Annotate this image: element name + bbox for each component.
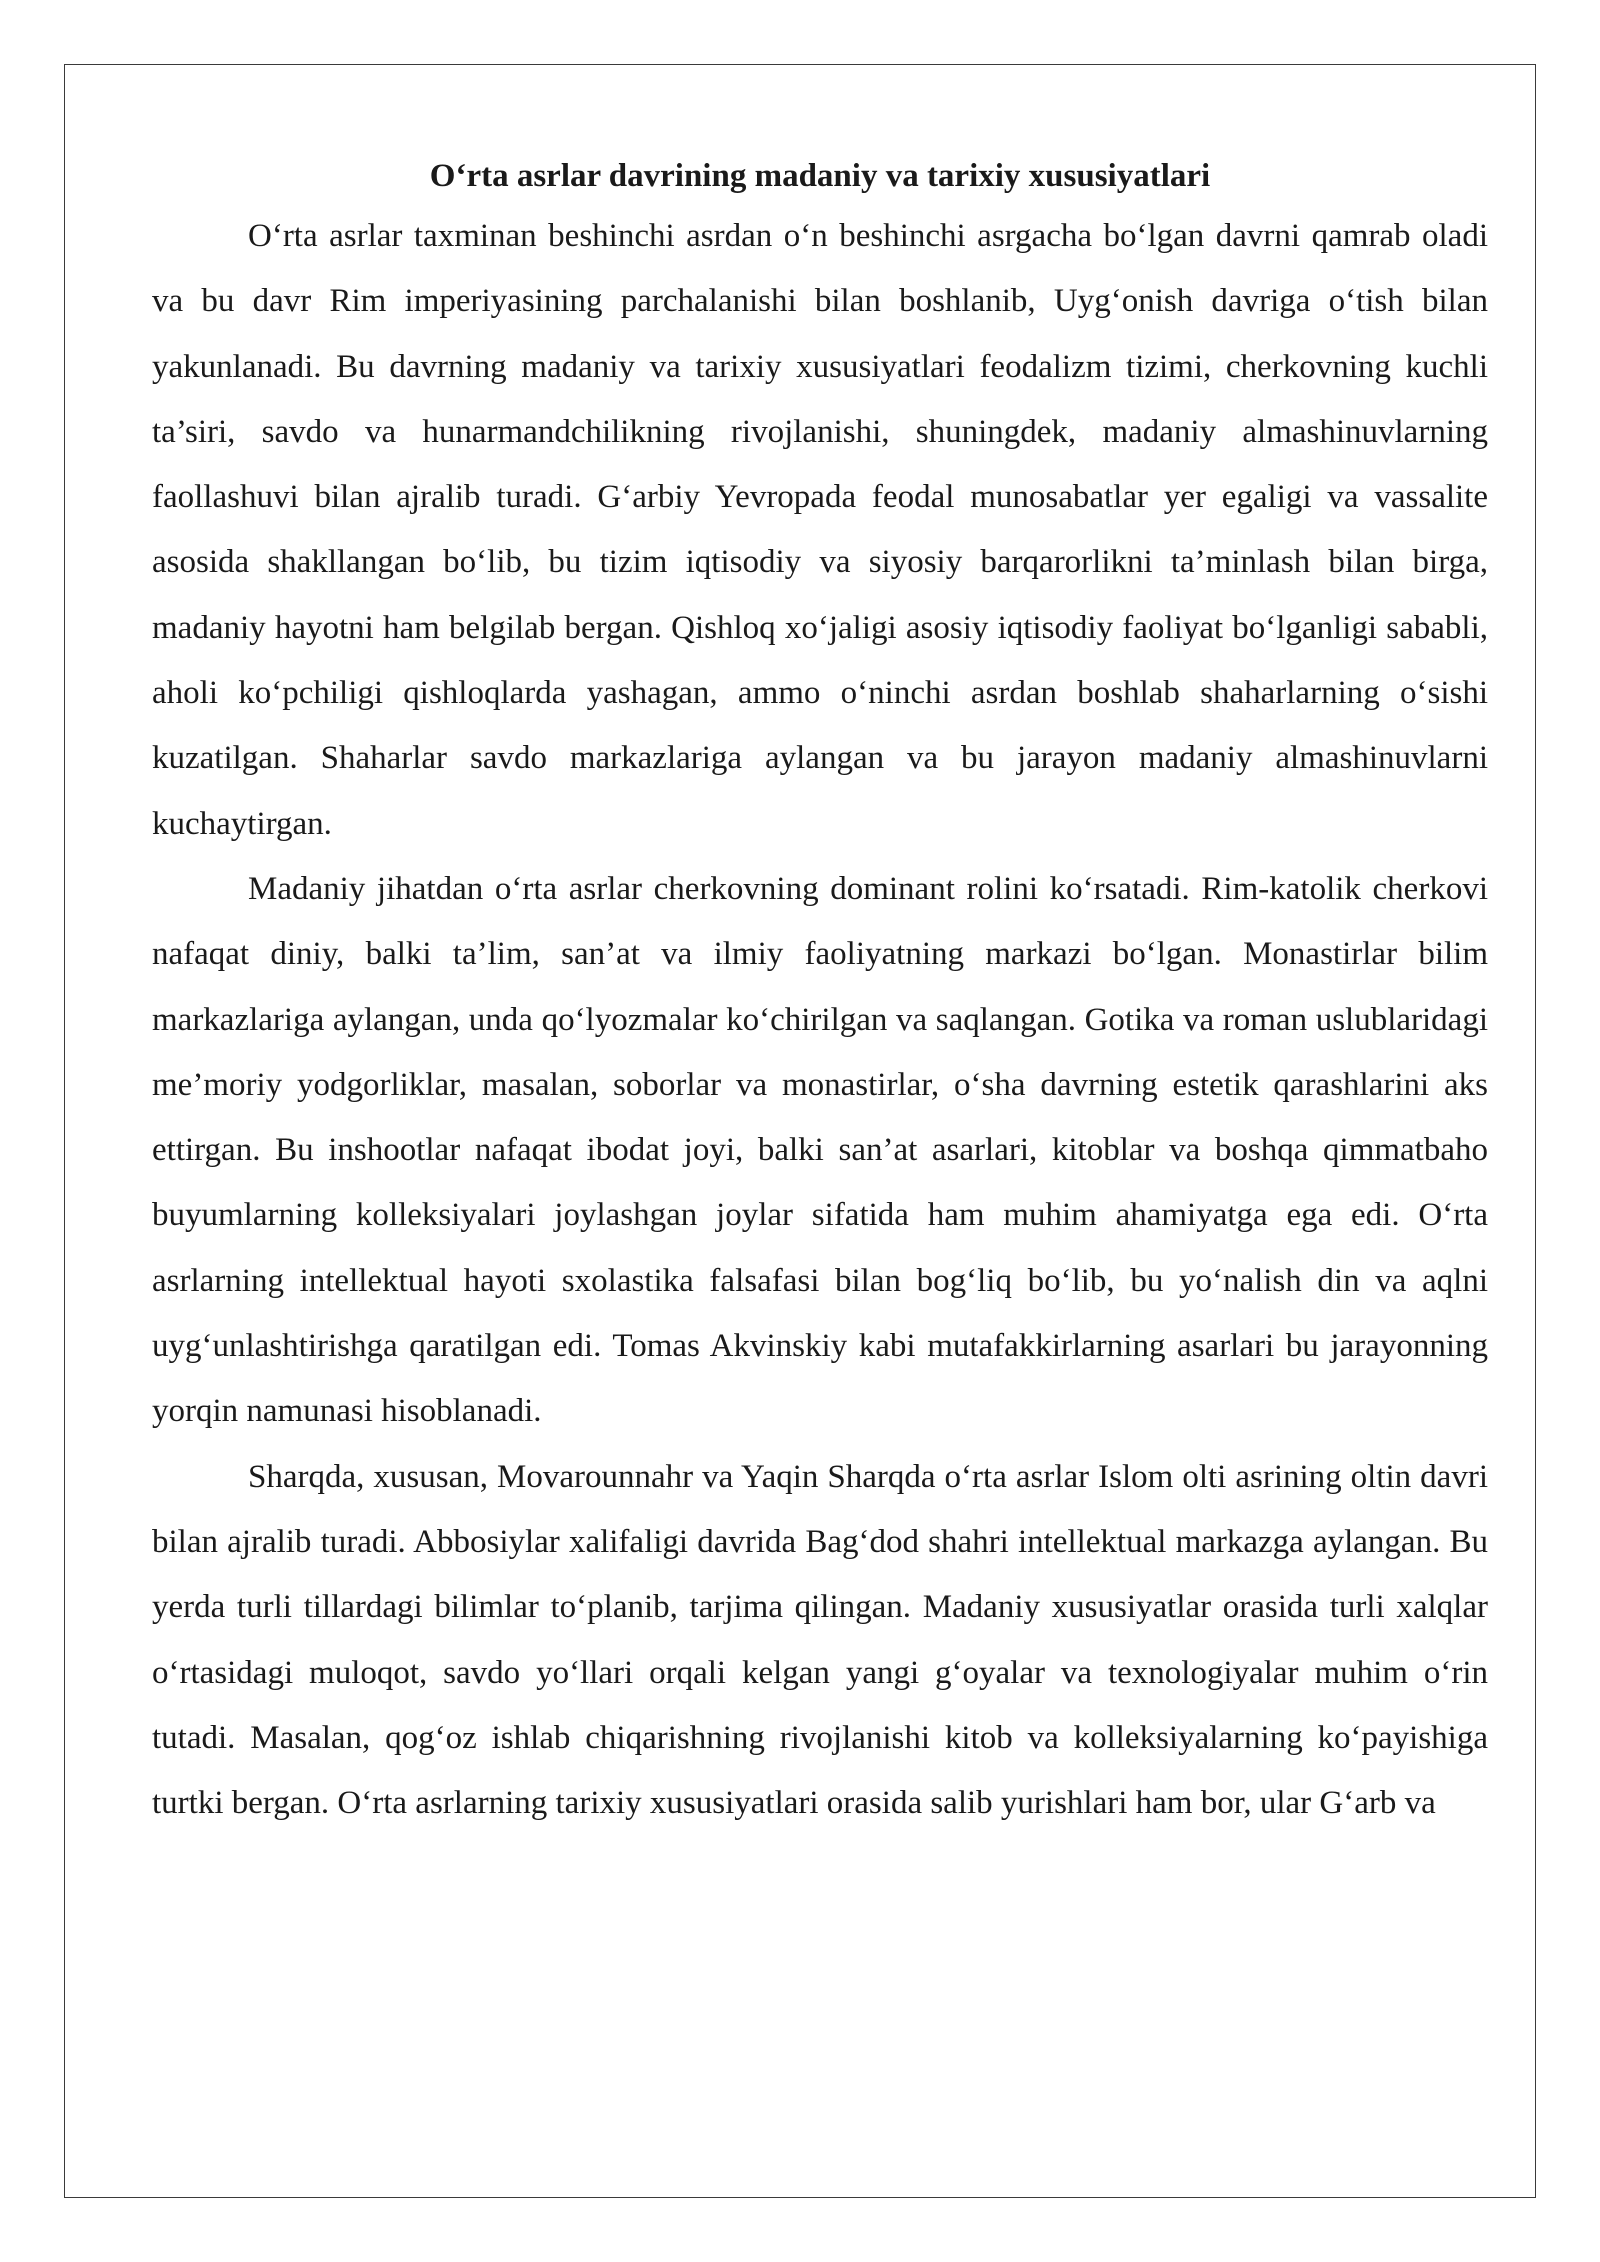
- paragraph-1: O‘rta asrlar taxminan beshinchi asrdan o‘n beshinchi asrgacha bo‘lgan davrni qamrab oladi va bu davr Rim imperiyasining parchalanishi bilan boshlanib, Uyg‘onish davriga o‘tish bilan yakunlanadi. Bu davrning madaniy va tarixiy xususiyatlari feodalizm tizimi, cherkovning kuchli ta’siri, savdo va hunarmandchilikning rivojlanishi, shuningdek, madaniy almashinuvlarning faollashuvi bilan ajralib turadi. G‘arbiy Yevropada feodal munosabatlar yer egaligi va vassalite asosida shakllangan bo‘lib, bu tizim iqtisodiy va siyosiy barqarorlikni ta’minlash bilan birga, madaniy hayotni ham belgilab bergan. Qishloq xo‘jaligi asosiy iqtisodiy faoliyat bo‘lganligi sababli, aholi ko‘pchiligi qishloqlarda yashagan, ammo o‘ninchi asrdan boshlab shaharlarning o‘sishi kuzatilgan. Shaharlar savdo markazlariga aylangan va bu jarayon madaniy almashinuvlarni kuchaytirgan.: [152, 218, 1488, 842]
- document-title: O‘rta asrlar davrining madaniy va tarixiy xususiyatlari: [429, 158, 1211, 194]
- paragraph-3: Sharqda, xususan, Movarounnahr va Yaqin Sharqda o‘rta asrlar Islom olti asrining oltin davri bilan ajralib turadi. Abbosiylar xalifaligi davrida Bag‘dod shahri intellektual markazga aylangan. Bu yerda turli tillardagi bilimlar to‘planib, tarjima qilingan. Madaniy xususiyatlar orasida turli xalqlar o‘rtasidagi muloqot, savdo yo‘llari orqali kelgan yangi g‘oyalar va texnologiyalar muhim o‘rin tutadi. Masalan, qog‘oz ishlab chiqarishning rivojlanishi kitob va kolleksiyalarning ko‘payishiga turtki bergan. O‘rta asrlarning tarixiy xususiyatlari orasida salib yurishlari ham bor, ular G‘arb va: [152, 1458, 1488, 1822]
- paragraph-2: Madaniy jihatdan o‘rta asrlar cherkovning dominant rolini ko‘rsatadi. Rim-katolik cherkovi nafaqat diniy, balki ta’lim, san’at va ilmiy faoliyatning markazi bo‘lgan. Monastirlar bilim markazlariga aylangan, unda qo‘lyozmalar ko‘chirilgan va saqlangan. Gotika va roman uslublaridagi me’moriy yodgorliklar, masalan, soborlar va monastirlar, o‘sha davrning estetik qarashlarini aks ettirgan. Bu inshootlar nafaqat ibodat joyi, balki san’at asarlari, kitoblar va boshqa qimmatbaho buyumlarning kolleksiyalari joylashgan joylar sifatida ham muhim ahamiyatga ega edi. O‘rta asrlarning intellektual hayoti sxolastika falsafasi bilan bog‘liq bo‘lib, bu yo‘nalish din va aqlni uyg‘unlashtirishga qaratilgan edi. Tomas Akvinskiy kabi mutafakkirlarning asarlari bu jarayonning yorqin namunasi hisoblanadi.: [152, 870, 1488, 1430]
- document-body: [152, 148, 1488, 1836]
